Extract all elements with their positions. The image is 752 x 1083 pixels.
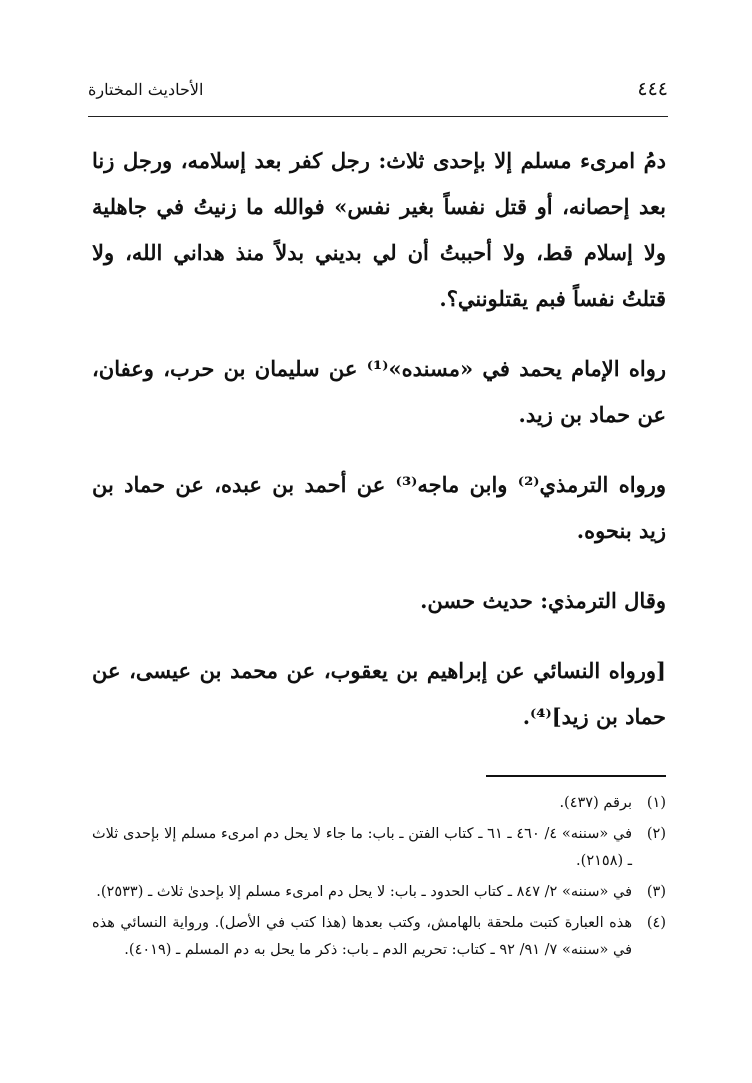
running-title: الأحاديث المختارة [88, 80, 204, 99]
footnote-text: في «سننه» ٤/ ٤٦٠ ـ ٦١ ـ كتاب الفتن ـ باب: ما جاء لا يحل دم امرىء مسلم إلا بإحدى ثلاث ـ (٢١٥٨). [92, 826, 632, 869]
main-text [92, 138, 666, 764]
footnote-mark: (٣) [646, 884, 666, 900]
footnote-separator [486, 775, 666, 777]
page-number: ٤٤٤ [637, 78, 668, 100]
paragraph: [ورواه النسائي عن إبراهيم بن يعقوب، عن محمد بن عيسى، عن حماد بن زيد]⁽⁴⁾. [92, 658, 666, 729]
page-header [88, 78, 668, 108]
footnote [92, 790, 666, 817]
paragraph: رواه الإمام يحمد في «مسنده»⁽¹⁾ عن سليمان بن حرب، وعفان، عن حماد بن زيد. [92, 356, 666, 427]
footnote-mark: (٤) [646, 915, 666, 931]
footnote [92, 910, 666, 964]
footnote-text: في «سننه» ٢/ ٨٤٧ ـ كتاب الحدود ـ باب: لا يحل دم امرىء مسلم إلا بإحدىٰ ثلاث ـ (٢٥٣٣). [96, 884, 632, 900]
paragraph: ورواه الترمذي⁽²⁾ وابن ماجه⁽³⁾ عن أحمد بن عبده، عن حماد بن زيد بنحوه. [92, 472, 666, 543]
footnote [92, 821, 666, 875]
header-rule [88, 116, 668, 117]
footnote-text: برقم (٤٣٧). [559, 795, 632, 811]
footnote-text: هذه العبارة كتبت ملحقة بالهامش، وكتب بعدها (هذا كتب في الأصل). ورواية النسائي هذه في «سننه» ٧/ ٩١/ ٩٢ ـ كتاب: تحريم الدم ـ باب: ذكر ما يحل به دم المسلم ـ (٤٠١٩). [92, 915, 632, 958]
paragraph: دمُ امرىء مسلم إلا بإحدى ثلاث: رجل كفر بعد إسلامه، ورجل زنا بعد إحصانه، أو قتل نفساً بغير نفس» فوالله ما زنيتُ في جاهلية ولا إسلام قط، ولا أحببتُ أن لي بديني بدلاً منذ هداني الله، ولا قتلتُ نفساً فبم يقتلونني؟. [92, 148, 666, 311]
footnote-mark: (١) [646, 795, 666, 811]
footnote [92, 879, 666, 906]
footnote-mark: (٢) [646, 826, 666, 842]
footnotes [92, 790, 666, 968]
paragraph: وقال الترمذي: حديث حسن. [420, 588, 666, 613]
